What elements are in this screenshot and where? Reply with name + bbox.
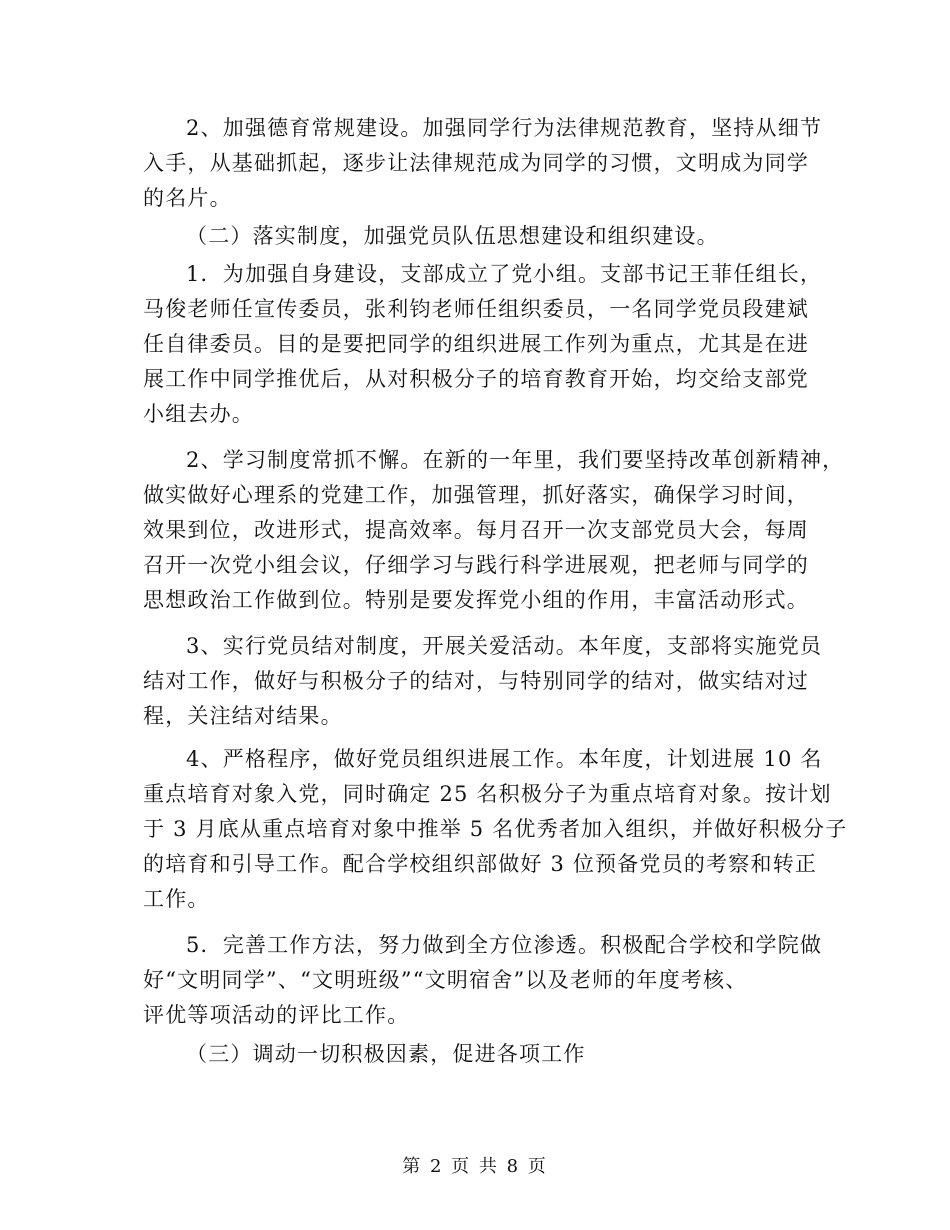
paragraph-line: 工作。 <box>143 887 210 911</box>
paragraph-line: 思想政治工作做到位。特别是要发挥党小组的作用，丰富活动形式。 <box>143 588 809 612</box>
paragraph-line: 的名片。 <box>143 186 232 210</box>
paragraph-line: 评优等项活动的评比工作。 <box>143 1003 410 1027</box>
section-heading: （二）落实制度，加强党员队伍思想建设和组织建设。 <box>186 224 719 248</box>
paragraph-line: 2、学习制度常抓不懈。在新的一年里，我们要坚持改革创新精神， <box>186 448 845 472</box>
paragraph-line: 召开一次党小组会议，仔细学习与践行科学进展观，把老师与同学的 <box>143 553 809 577</box>
paragraph-line: 任自律委员。目的是要把同学的组织进展工作列为重点，尤其是在进 <box>143 332 809 356</box>
paragraph-line: 4、严格程序，做好党员组织进展工作。本年度，计划进展 10 名 <box>186 747 823 771</box>
paragraph-line: 2、加强德育常规建设。加强同学行为法律规范教育，坚持从细节 <box>186 116 823 140</box>
paragraph-line: 入手，从基础抓起，逐步让法律规范成为同学的习惯，文明成为同学 <box>143 151 809 175</box>
paragraph-line: 小组去办。 <box>143 402 254 426</box>
paragraph-line: 效果到位，改进形式，提高效率。每月召开一次支部党员大会，每周 <box>143 518 809 542</box>
paragraph-line: 展工作中同学推优后，从对积极分子的培育教育开始，均交给支部党 <box>143 367 809 391</box>
paragraph-line: 结对工作，做好与积极分子的结对，与特别同学的结对，做实结对过 <box>143 669 809 693</box>
paragraph-line: 5．完善工作方法，努力做到全方位渗透。积极配合学校和学院做 <box>186 933 823 957</box>
paragraph-line: 好“文明同学”、“文明班级”“文明宿舍”以及老师的年度考核、 <box>143 968 748 992</box>
paragraph-line: 3、实行党员结对制度，开展关爱活动。本年度，支部将实施党员 <box>186 634 823 658</box>
paragraph-line: 程，关注结对结果。 <box>143 704 343 728</box>
paragraph-line: 的培育和引导工作。配合学校组织部做好 3 位预备党员的考察和转正 <box>143 852 818 876</box>
paragraph-line: 重点培育对象入党，同时确定 25 名积极分子为重点培育对象。按计划 <box>143 782 832 806</box>
page-footer: 第 2 页 共 8 页 <box>402 1156 548 1177</box>
paragraph-line: 1．为加强自身建设，支部成立了党小组。支部书记王菲任组长， <box>186 262 823 286</box>
paragraph-line: 于 3 月底从重点培育对象中推举 5 名优秀者加入组织，并做好积极分子 <box>143 817 848 841</box>
section-heading: （三）调动一切积极因素，促进各项工作 <box>186 1042 586 1066</box>
paragraph-line: 做实做好心理系的党建工作，加强管理，抓好落实，确保学习时间， <box>143 483 809 507</box>
paragraph-line: 马俊老师任宣传委员，张利钧老师任组织委员，一名同学党员段建斌 <box>143 297 809 321</box>
